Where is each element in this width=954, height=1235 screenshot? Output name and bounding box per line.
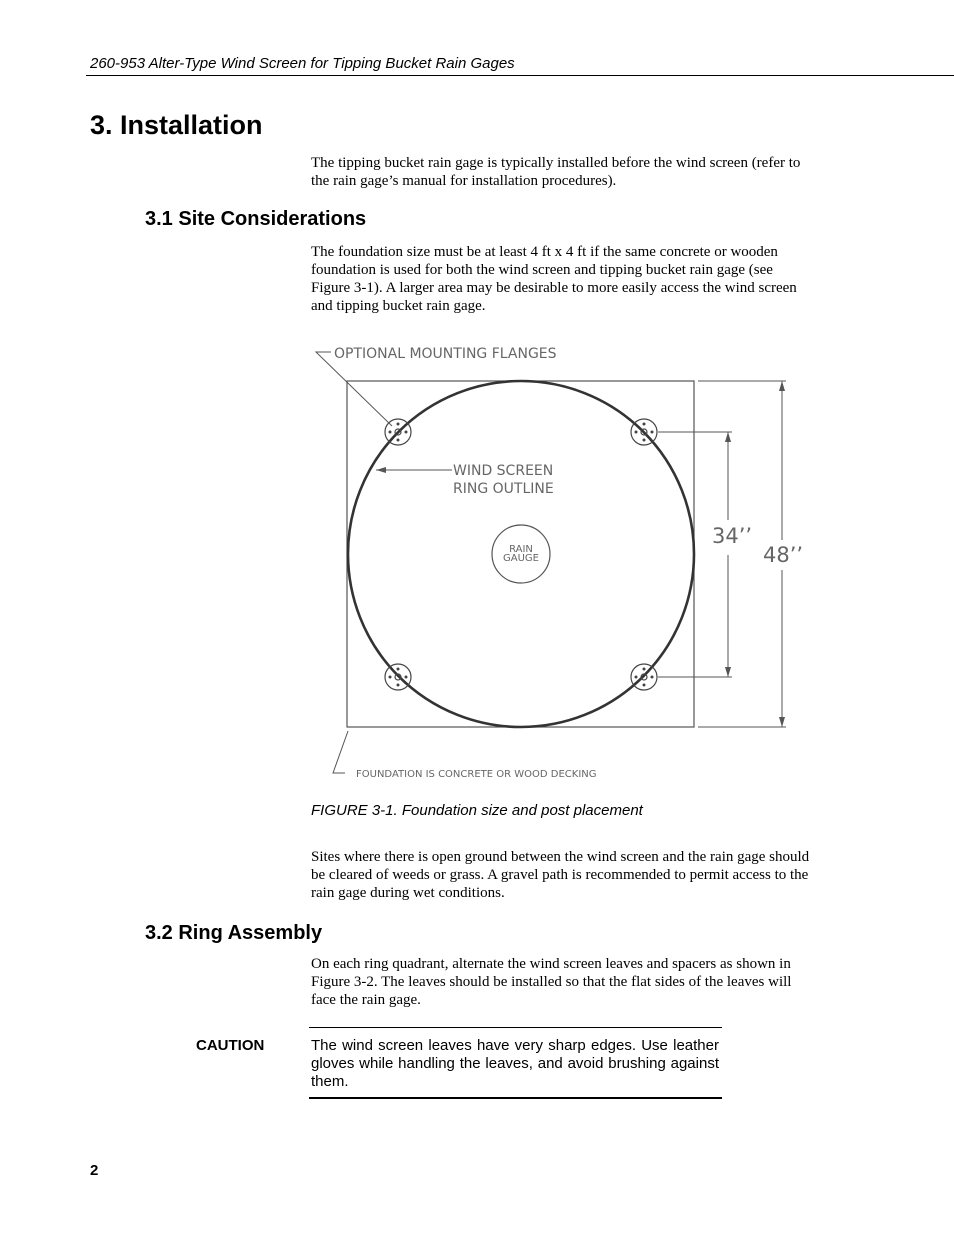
flanges-label: OPTIONAL MOUNTING FLANGES — [334, 346, 557, 362]
foundation-leader — [333, 731, 348, 773]
page-number: 2 — [90, 1162, 99, 1179]
ring-label-line2: RING OUTLINE — [453, 481, 554, 497]
caution-text: The wind screen leaves have very sharp edges. Use leather gloves while handling the leaves, and avoid brushing against them. — [311, 1037, 719, 1090]
ring-label-line1: WIND SCREEN — [453, 463, 554, 479]
figure-caption: FIGURE 3-1. Foundation size and post placement — [311, 802, 643, 819]
section-heading-ring-assembly: 3.2 Ring Assembly — [145, 922, 323, 944]
chapter-title: 3. Installation — [90, 110, 263, 140]
foundation-label: FOUNDATION IS CONCRETE OR WOOD DECKING — [356, 769, 597, 780]
ring-assembly-paragraph: On each ring quadrant, alternate the wind screen leaves and spacers as shown in Figure 3-2. The leaves should be installed so that the flat sides of the leaves will face the rain gage. — [311, 956, 792, 1008]
caution-bottom-rule — [309, 1097, 722, 1099]
site-paragraph-1: The foundation size must be at least 4 ft x 4 ft if the same concrete or wooden foundation is used for both the wind screen and tipping bucket rain gage (see Figure 3-1). A larger area may be desirable to more easily access the wind screen and tipping bucket rain gage. — [311, 244, 797, 314]
header-rule — [86, 75, 954, 76]
dim-34-label: 34’’ — [712, 524, 753, 548]
running-header: 260-953 Alter-Type Wind Screen for Tipping Bucket Rain Gages — [90, 55, 515, 72]
foundation-figure — [300, 338, 820, 788]
gauge-label-line1: RAIN — [509, 544, 533, 555]
flange-leader — [316, 352, 392, 426]
gauge-label-line2: GAUGE — [503, 553, 539, 564]
intro-paragraph: The tipping bucket rain gage is typically installed before the wind screen (refer to the rain gage’s manual for installation procedures). — [311, 155, 801, 189]
section-heading-site-considerations: 3.1 Site Considerations — [145, 208, 367, 230]
dim-48-label: 48’’ — [763, 543, 804, 567]
caution-top-rule — [309, 1027, 722, 1028]
caution-label: CAUTION — [196, 1037, 265, 1054]
site-paragraph-2: Sites where there is open ground between the wind screen and the rain gage should be cleared of weeds or grass. A gravel path is recommended to permit access to the rain gage during wet conditions. — [311, 849, 810, 901]
